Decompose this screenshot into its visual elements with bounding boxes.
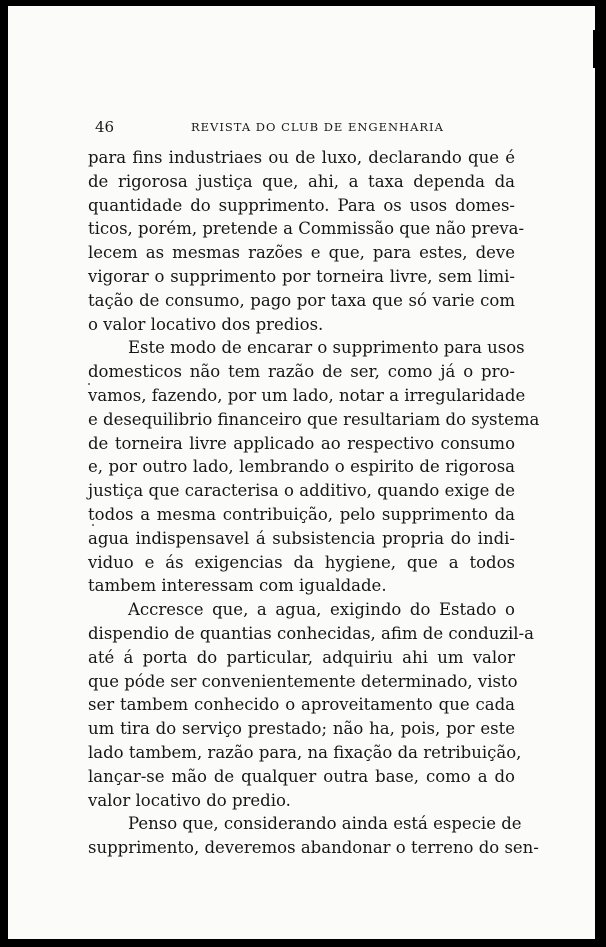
text-line: o valor locativo dos predios. bbox=[88, 314, 324, 334]
text-line: de rigorosa justiça que, ahi, a taxa dependa da bbox=[88, 171, 515, 191]
paragraph bbox=[88, 146, 525, 336]
paragraph bbox=[88, 598, 534, 812]
text-line: lado tambem, razão para, na fixação da retribuição, bbox=[88, 742, 522, 762]
text-line: valor locativo do predio. bbox=[88, 790, 291, 810]
text-line: que póde ser convenientemente determinado, visto bbox=[88, 671, 518, 691]
text-line: dispendio de quantias conhecidas, afim de conduzil-a bbox=[88, 623, 534, 643]
text-line: vigorar o supprimento por torneira livre, sem limi- bbox=[88, 266, 515, 286]
scan-right-edge bbox=[595, 0, 606, 947]
text-line: de torneira livre applicado ao respectivo consumo bbox=[88, 433, 515, 453]
text-line: até á porta do particular, adquiriu ahi um valor bbox=[88, 647, 515, 667]
text-line: viduo e ás exigencias da hygiene, que a todos bbox=[88, 552, 515, 572]
text-line: tação de consumo, pago por taxa que só varie com bbox=[88, 290, 515, 310]
paragraph bbox=[88, 336, 540, 598]
text-line: todos a mesma contribuição, pelo supprimento da bbox=[88, 504, 515, 524]
text-line: lecem as mesmas razões e que, para estes, deve bbox=[88, 243, 515, 263]
page-number: 46 bbox=[95, 118, 115, 136]
text-line: supprimento, deveremos abandonar o terreno do sen- bbox=[88, 838, 539, 858]
text-line: domesticos não tem razão de ser, como já o pro- bbox=[88, 362, 515, 382]
body-text bbox=[88, 146, 540, 860]
text-line: para fins industriaes ou de luxo, declarando que é bbox=[88, 148, 515, 167]
text-line: agua indispensavel á subsistencia propria do indi- bbox=[88, 528, 515, 548]
text-line: lançar-se mão de qualquer outra base, como a do bbox=[88, 766, 515, 786]
text-line: e, por outro lado, lembrando o espirito de rigorosa bbox=[88, 457, 515, 477]
text-line: quantidade do supprimento. Para os usos domes- bbox=[88, 195, 515, 215]
text-line: Accresce que, a agua, exigindo do Estado o bbox=[128, 600, 515, 620]
text-line: um tira do serviço prestado; não ha, pois, por este bbox=[88, 719, 515, 739]
page-header bbox=[95, 118, 525, 138]
text-line: Penso que, considerando ainda está especie de bbox=[128, 814, 522, 834]
running-title: REVISTA DO CLUB DE ENGENHARIA bbox=[191, 120, 444, 134]
text-line: ser tambem conhecido o aproveitamento que cada bbox=[88, 695, 515, 715]
text-line: justiça que caracterisa o additivo, quando exige de bbox=[88, 481, 515, 501]
text-line: e desequilibrio financeiro que resultariam do systema bbox=[88, 409, 540, 429]
text-line: tambem interessam com igualdade. bbox=[88, 576, 387, 596]
text-line: vamos, fazendo, por um lado, notar a irregularidade bbox=[88, 385, 526, 405]
scan-edge-notch bbox=[593, 30, 599, 68]
text-line: ticos, porém, pretende a Commissão que não preva- bbox=[88, 219, 525, 239]
paragraph bbox=[88, 812, 539, 860]
text-line: Este modo de encarar o supprimento para usos bbox=[128, 338, 525, 358]
